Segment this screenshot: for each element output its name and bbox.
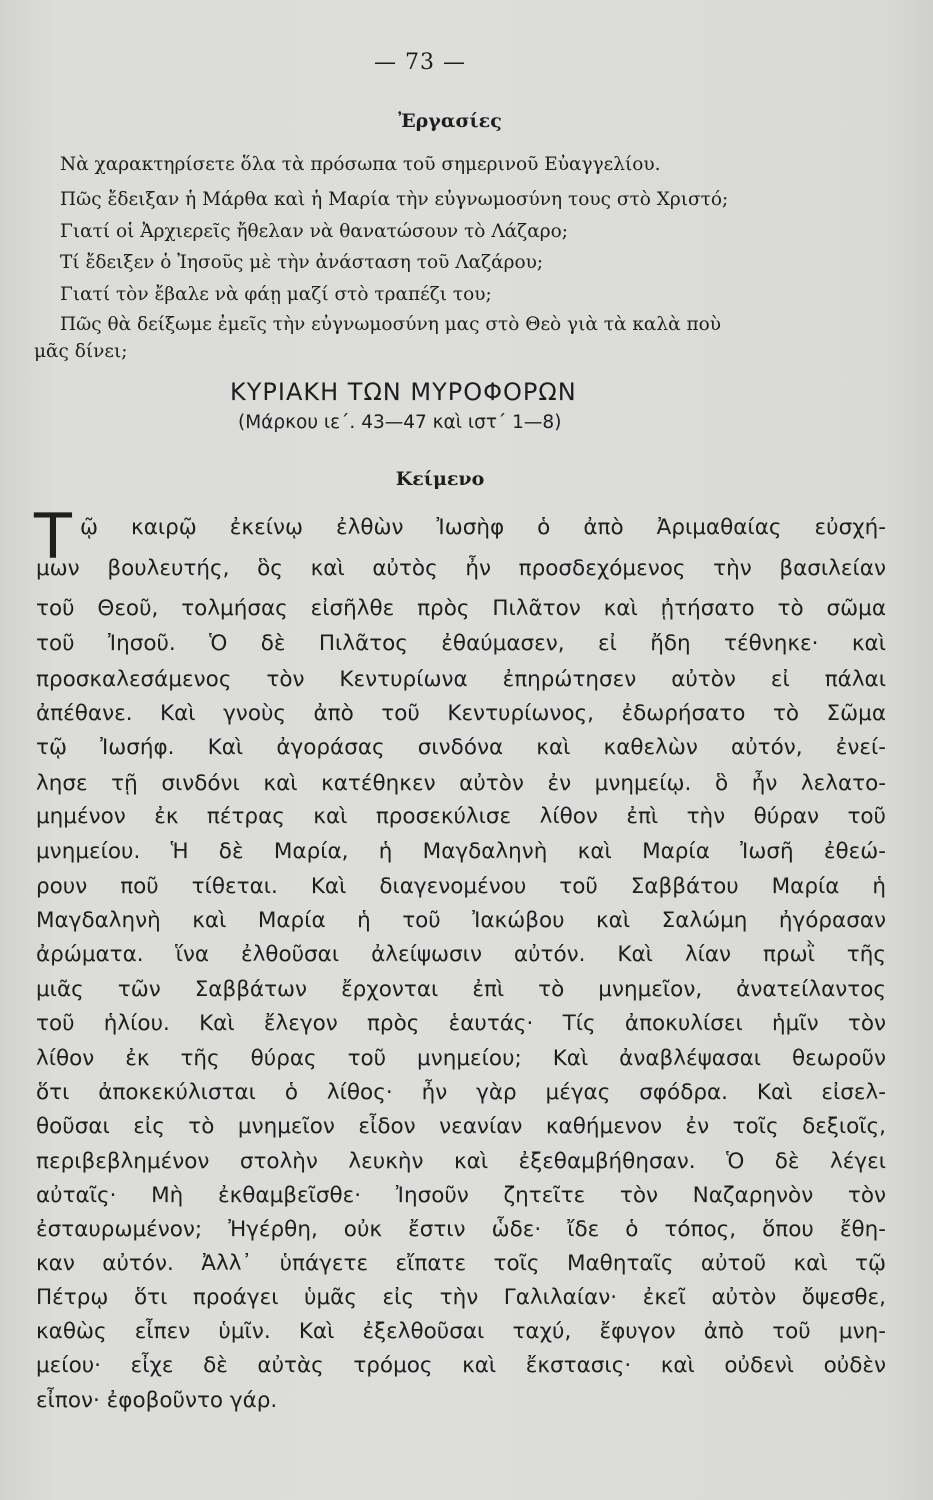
gospel-line: τοῦ Θεοῦ, τολμήσας εἰσῆλθε πρὸς Πιλᾶτον καὶ ᾐτήσατο τὸ σῶμα xyxy=(36,596,886,621)
page-number: — 73 — xyxy=(374,50,466,75)
gospel-line: μων βουλευτής, ὃς καὶ αὐτὸς ἦν προσδεχόμενος τὴν βασιλείαν xyxy=(36,556,886,581)
gospel-line: περιβεβλημένον στολὴν λευκὴν καὶ ἐξεθαμβήθησαν. Ὁ δὲ λέγει xyxy=(36,1149,886,1174)
gospel-line: μείου· εἶχε δὲ αὐτὰς τρόμος καὶ ἔκστασις· καὶ οὐδενὶ οὐδὲν xyxy=(36,1353,886,1378)
gospel-line: λίθον ἐκ τῆς θύρας τοῦ μνημείου; Καὶ ἀναβλέψασαι θεωροῦν xyxy=(36,1046,886,1071)
gospel-line: μημένον ἐκ πέτρας καὶ προσεκύλισε λίθον ἐπὶ τὴν θύραν τοῦ xyxy=(36,804,886,829)
exercise-question: Νὰ χαρακτηρίσετε ὅλα τὰ πρόσωπα τοῦ σημερινοῦ Εὐαγγελίου. xyxy=(60,154,661,175)
gospel-line: Μαγδαληνὴ καὶ Μαρία ἡ τοῦ Ἰακώβου καὶ Σαλώμη ἠγόρασαν xyxy=(36,908,886,933)
gospel-line: προσκαλεσάμενος τὸν Κεντυρίωνα ἐπηρώτησεν αὐτὸν εἰ πάλαι xyxy=(36,667,886,692)
exercise-question: Γιατί τὸν ἔβαλε νὰ φάῃ μαζί στὸ τραπέζι του; xyxy=(60,284,492,305)
gospel-line: εἶπον· ἐφοβοῦντο γάρ. xyxy=(36,1388,278,1413)
exercise-question-continued: μᾶς δίνει; xyxy=(34,341,128,362)
gospel-line: καθὼς εἶπεν ὑμῖν. Καὶ ἐξελθοῦσαι ταχύ, ἔφυγον ἀπὸ τοῦ μνη- xyxy=(36,1319,886,1344)
gospel-line: λησε τῇ σινδόνι καὶ κατέθηκεν αὐτὸν ἐν μνημείῳ. ὃ ἦν λελατο- xyxy=(36,771,886,796)
gospel-line: Πέτρῳ ὅτι προάγει ὑμᾶς εἰς τὴν Γαλιλαίαν· ἐκεῖ αὐτὸν ὄψεσθε, xyxy=(36,1285,886,1310)
exercise-question: Πῶς ἔδειξαν ἡ Μάρθα καὶ ἡ Μαρία τὴν εὐγνωμοσύνη τους στὸ Χριστό; xyxy=(60,189,729,210)
gospel-line: μνημείου. Ἡ δὲ Μαρία, ἡ Μαγδαληνὴ καὶ Μαρία Ἰωσῆ ἐθεώ- xyxy=(36,839,886,864)
gospel-line: καν αὐτόν. Ἀλλ᾽ ὑπάγετε εἴπατε τοῖς Μαθηταῖς αὐτοῦ καὶ τῷ xyxy=(36,1251,886,1276)
gospel-line: αὐταῖς· Μὴ ἐκθαμβεῖσθε· Ἰησοῦν ζητεῖτε τὸν Ναζαρηνὸν τὸν xyxy=(36,1183,886,1208)
text-heading: Κείμενο xyxy=(395,468,485,490)
sunday-title: ΚΥΡΙΑΚΗ ΤΩΝ ΜΥΡΟΦΟΡΩΝ xyxy=(230,378,577,406)
gospel-line: ῷ καιρῷ ἐκείνῳ ἐλθὼν Ἰωσὴφ ὁ ἀπὸ Ἀριμαθαίας εὐσχή- xyxy=(80,515,886,540)
exercises-heading: Ἐργασίες xyxy=(398,110,502,132)
gospel-line: ἐσταυρωμένον; Ἠγέρθη, οὐκ ἔστιν ὧδε· ἴδε ὁ τόπος, ὅπου ἔθη- xyxy=(36,1217,886,1242)
gospel-line: ρουν ποῦ τίθεται. Καὶ διαγενομένου τοῦ Σαββάτου Μαρία ἡ xyxy=(36,874,886,899)
gospel-line: θοῦσαι εἰς τὸ μνημεῖον εἶδον νεανίαν καθήμενον ἐν τοῖς δεξιοῖς, xyxy=(36,1114,886,1139)
gospel-line: ἀπέθανε. Καὶ γνοὺς ἀπὸ τοῦ Κεντυρίωνος, ἐδωρήσατο τὸ Σῶμα xyxy=(36,701,886,726)
gospel-line: τῷ Ἰωσήφ. Καὶ ἀγοράσας σινδόνα καὶ καθελὼν αὐτόν, ἐνεί- xyxy=(36,735,886,760)
exercise-question: Πῶς θὰ δείξωμε ἐμεῖς τὴν εὐγνωμοσύνη μας στὸ Θεὸ γιὰ τὰ καλὰ ποὺ xyxy=(60,314,722,335)
exercise-question: Τί ἔδειξεν ὁ Ἰησοῦς μὲ τὴν ἀνάσταση τοῦ Λαζάρου; xyxy=(60,252,544,273)
gospel-line: μιᾶς τῶν Σαββάτων ἔρχονται ἐπὶ τὸ μνημεῖον, ἀνατείλαντος xyxy=(36,977,886,1002)
gospel-line: τοῦ Ἰησοῦ. Ὁ δὲ Πιλᾶτος ἐθαύμασεν, εἰ ἤδη τέθνηκε· καὶ xyxy=(36,631,886,656)
gospel-line: ἀρώματα. ἵνα ἐλθοῦσαι ἀλείψωσιν αὐτόν. Καὶ λίαν πρωῒ τῆς xyxy=(36,942,886,967)
gospel-line: τοῦ ἡλίου. Καὶ ἔλεγον πρὸς ἑαυτάς· Τίς ἀποκυλίσει ἡμῖν τὸν xyxy=(36,1011,886,1036)
drop-cap: Τ xyxy=(34,500,72,573)
gospel-line: ὅτι ἀποκεκύλισται ὁ λίθος· ἦν γὰρ μέγας σφόδρα. Καὶ εἰσελ- xyxy=(36,1080,886,1105)
scripture-reference: (Μάρκου ιε΄. 43—47 καὶ ιστ΄ 1—8) xyxy=(238,412,562,433)
exercise-question: Γιατί οἱ Ἀρχιερεῖς ἤθελαν νὰ θανατώσουν τὸ Λάζαρο; xyxy=(60,221,568,242)
